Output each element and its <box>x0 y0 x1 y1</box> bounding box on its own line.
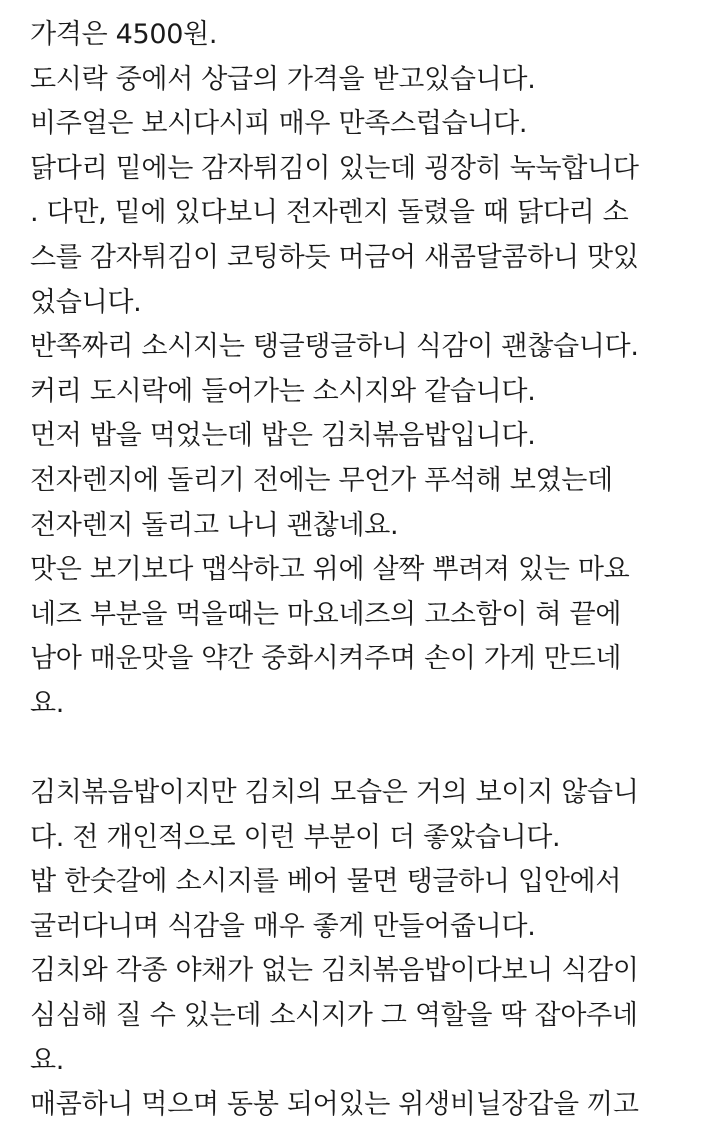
text-line: 전자렌지에 돌리기 전에는 무언가 푸석해 보였는데 <box>30 464 613 496</box>
text-line: 맛은 보기보다 맵삭하고 위에 살짝 뿌려져 있는 마요 <box>30 554 630 586</box>
review-text-body <box>30 13 700 1128</box>
text-line: 가격은 4500원. <box>30 19 218 50</box>
text-line: 김치볶음밥이지만 김치의 모습은 거의 보이지 않습니 <box>30 777 639 809</box>
text-line: 반쪽짜리 소시지는 탱글탱글하니 식감이 괜찮습니다. <box>30 331 639 363</box>
text-line: 요. <box>30 687 65 719</box>
text-line: 매콤하니 먹으며 동봉 되어있는 위생비닐장갑을 끼고 <box>30 1089 639 1121</box>
text-line: 전자렌지 돌리고 나니 괜찮네요. <box>30 509 399 541</box>
text-line: 밥 한숫갈에 소시지를 베어 물면 탱글하니 입안에서 <box>30 866 622 898</box>
text-line: 닭다리 밑에는 감자튀김이 있는데 굉장히 눅눅합니다 <box>30 152 639 184</box>
text-line: . 다만, 밑에 있다보니 전자렌지 돌렸을 때 닭다리 소 <box>30 197 629 229</box>
text-line: 스를 감자튀김이 코팅하듯 머금어 새콤달콤하니 맛있 <box>30 241 639 273</box>
paragraph-2 <box>30 771 700 1128</box>
text-line: 다. 전 개인적으로 이런 부분이 더 좋았습니다. <box>30 821 561 853</box>
text-line: 커리 도시락에 들어가는 소시지와 같습니다. <box>30 375 536 407</box>
text-line: 굴러다니며 식감을 매우 좋게 만들어줍니다. <box>30 910 536 942</box>
text-line: 요. <box>30 1044 65 1076</box>
paragraph-spacer <box>30 727 700 772</box>
text-line: 먼저 밥을 먹었는데 밥은 김치볶음밥입니다. <box>30 420 536 452</box>
text-line: 심심해 질 수 있는데 소시지가 그 역할을 딱 잡아주네 <box>30 1000 638 1032</box>
text-line: 네즈 부분을 먹을때는 마요네즈의 고소함이 혀 끝에 <box>30 598 622 630</box>
text-line: 도시락 중에서 상급의 가격을 받고있습니다. <box>30 63 536 95</box>
text-line: 남아 매운맛을 약간 중화시켜주며 손이 가게 만드네 <box>30 643 622 675</box>
text-line: 김치와 각종 야채가 없는 김치볶음밥이다보니 식감이 <box>30 955 639 987</box>
paragraph-1 <box>30 13 700 727</box>
text-line: 비주얼은 보시다시피 매우 만족스럽습니다. <box>30 108 528 140</box>
text-line: 었습니다. <box>30 286 142 318</box>
